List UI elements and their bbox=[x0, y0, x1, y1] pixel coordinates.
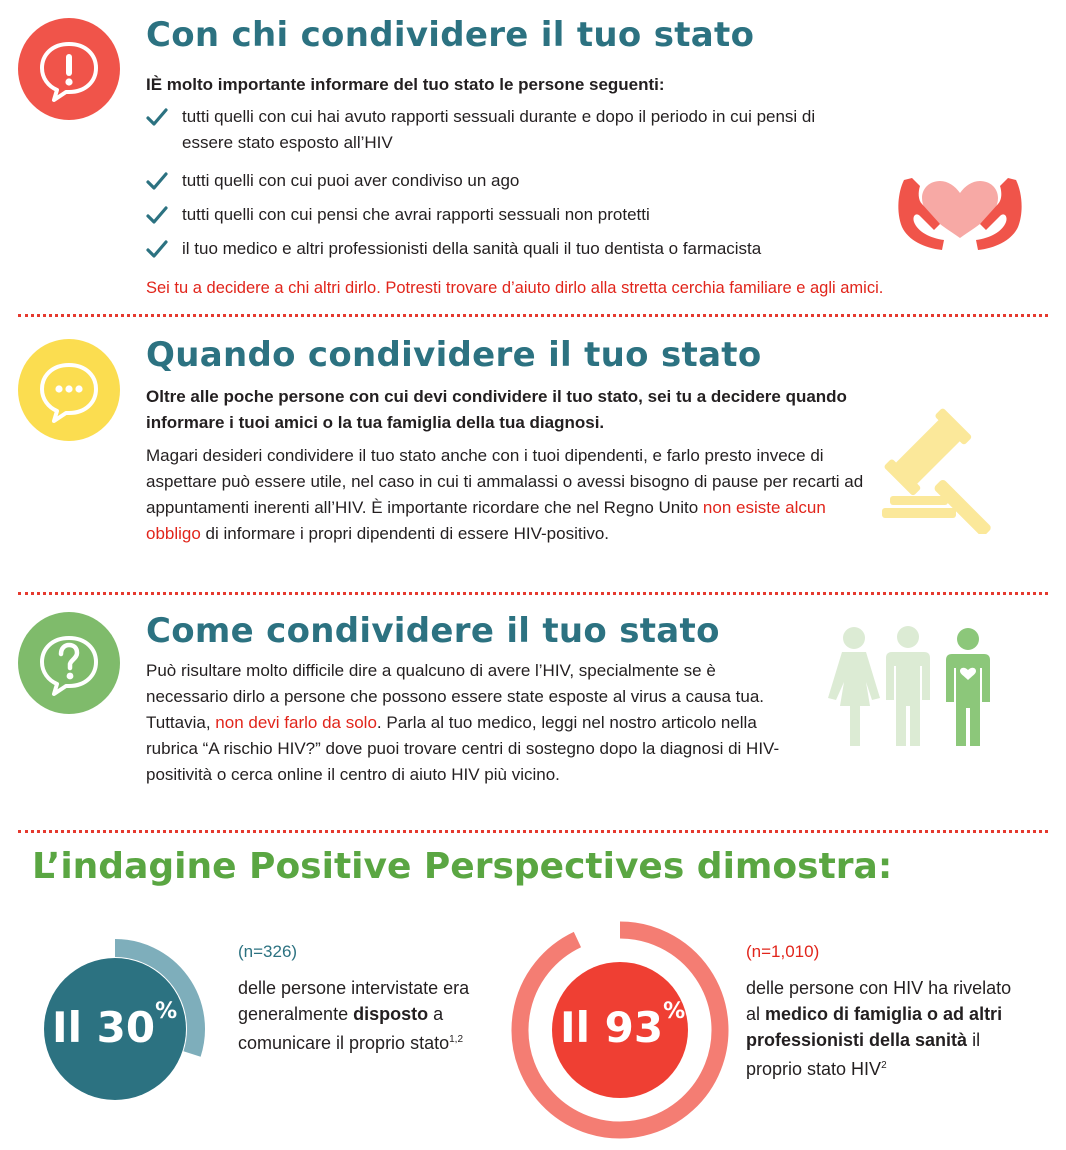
survey-title: L’indagine Positive Perspectives dimostra: bbox=[32, 846, 893, 887]
body-text: . Parla al tuo medico, leggi nel nostro articolo nella rubrica “A rischio HIV?” dove puoi trovare centri di sostegno dopo la diagnosi di HIV-positività o cerca online il centro di aiuto HIV più vicino. bbox=[146, 713, 780, 784]
ellipsis-bubble-icon bbox=[18, 339, 120, 441]
section-note: Sei tu a decidere a chi altri dirlo. Potresti trovare d’aiuto dirlo alla stretta cerchia familiare e agli amici. bbox=[146, 279, 884, 297]
section-lead: IÈ molto importante informare del tuo stato le persone seguenti: bbox=[146, 75, 665, 94]
section-title: Quando condividere il tuo stato bbox=[146, 335, 762, 375]
section-title: Come condividere il tuo stato bbox=[146, 611, 720, 651]
stat2-text-bold: medico di famiglia o ad altri professionisti della sanità bbox=[746, 1004, 1003, 1050]
body-highlight: non devi farlo da solo bbox=[215, 713, 377, 732]
stat2-footnote: 2 bbox=[881, 1060, 887, 1071]
check-icon bbox=[146, 107, 168, 127]
stat1-text-a: delle persone intervistate era generalmente bbox=[238, 978, 470, 1024]
section-divider bbox=[18, 314, 1048, 317]
stat1-text-b: a comunicare il proprio stato bbox=[238, 1004, 450, 1053]
list-item-text: il tuo medico e altri professionisti della sanità quali il tuo dentista o farmacista bbox=[182, 239, 762, 258]
list-item bbox=[146, 104, 866, 156]
section-body bbox=[146, 658, 796, 788]
list-item-text: tutti quelli con cui pensi che avrai rapporti sessuali non protetti bbox=[182, 205, 650, 224]
list-item bbox=[146, 236, 866, 262]
stat1-n: (n=326) bbox=[238, 942, 298, 961]
stat1-percent: % bbox=[155, 999, 178, 1024]
stat2-text-b: il proprio stato HIV bbox=[746, 1030, 981, 1079]
stat1-footnote: 1,2 bbox=[449, 1034, 464, 1045]
stat2-text bbox=[746, 975, 1026, 1082]
section-lead: Oltre alle poche persone con cui devi condividere il tuo stato, sei tu a decidere quando informare i tuoi amici o la tua famiglia della tua diagnosi. bbox=[146, 387, 847, 432]
stat1-text bbox=[238, 975, 478, 1056]
list-item bbox=[146, 202, 866, 228]
checklist bbox=[146, 104, 866, 262]
stat2-n: (n=1,010) bbox=[746, 942, 820, 961]
body-text: Magari desideri condividere il tuo stato anche con i tuoi dipendenti, e farlo presto invece di aspettare può essere utile, nel caso in cui ti ammalassi o avessi bisogno di pause per recarti ad appuntamenti inerenti all’HIV. È importante ricordare che nel Regno Unito bbox=[146, 446, 864, 517]
section-divider bbox=[18, 830, 1048, 833]
section-divider bbox=[18, 592, 1048, 595]
section-body bbox=[146, 443, 866, 547]
check-icon bbox=[146, 205, 168, 225]
hands-heart-icon bbox=[890, 172, 1030, 252]
check-icon bbox=[146, 239, 168, 259]
stat2-percent: % bbox=[663, 999, 686, 1024]
check-icon bbox=[146, 171, 168, 191]
exclamation-bubble-icon bbox=[18, 18, 120, 120]
question-bubble-icon bbox=[18, 612, 120, 714]
list-item-text: tutti quelli con cui hai avuto rapporti sessuali durante e dopo il periodo in cui pensi di essere stato esposto all’HIV bbox=[182, 107, 816, 152]
list-item-text: tutti quelli con cui puoi aver condiviso un ago bbox=[182, 171, 520, 190]
stat1-number: Il 30 bbox=[52, 1003, 156, 1052]
stat2-value bbox=[560, 999, 686, 1052]
body-text: Può risultare molto difficile dire a qualcuno di avere l’HIV, specialmente se è necessario dirlo a persone che possono essere state esposte al virus a causa tua. Tuttavia, bbox=[146, 661, 765, 732]
stat2-number: Il 93 bbox=[560, 1003, 664, 1052]
list-item bbox=[146, 168, 866, 194]
stat2-text-a: delle persone con HIV ha rivelato al bbox=[746, 978, 1012, 1024]
section-title: Con chi condividere il tuo stato bbox=[146, 15, 755, 55]
body-highlight: non esiste alcun obbligo bbox=[146, 498, 826, 543]
gavel-icon bbox=[880, 404, 1012, 534]
stat1-value bbox=[52, 999, 178, 1052]
body-text: di informare i propri dipendenti di essere HIV-positivo. bbox=[200, 524, 610, 543]
three-people-icon bbox=[820, 624, 1000, 748]
stat1-text-bold: disposto bbox=[353, 1004, 429, 1024]
